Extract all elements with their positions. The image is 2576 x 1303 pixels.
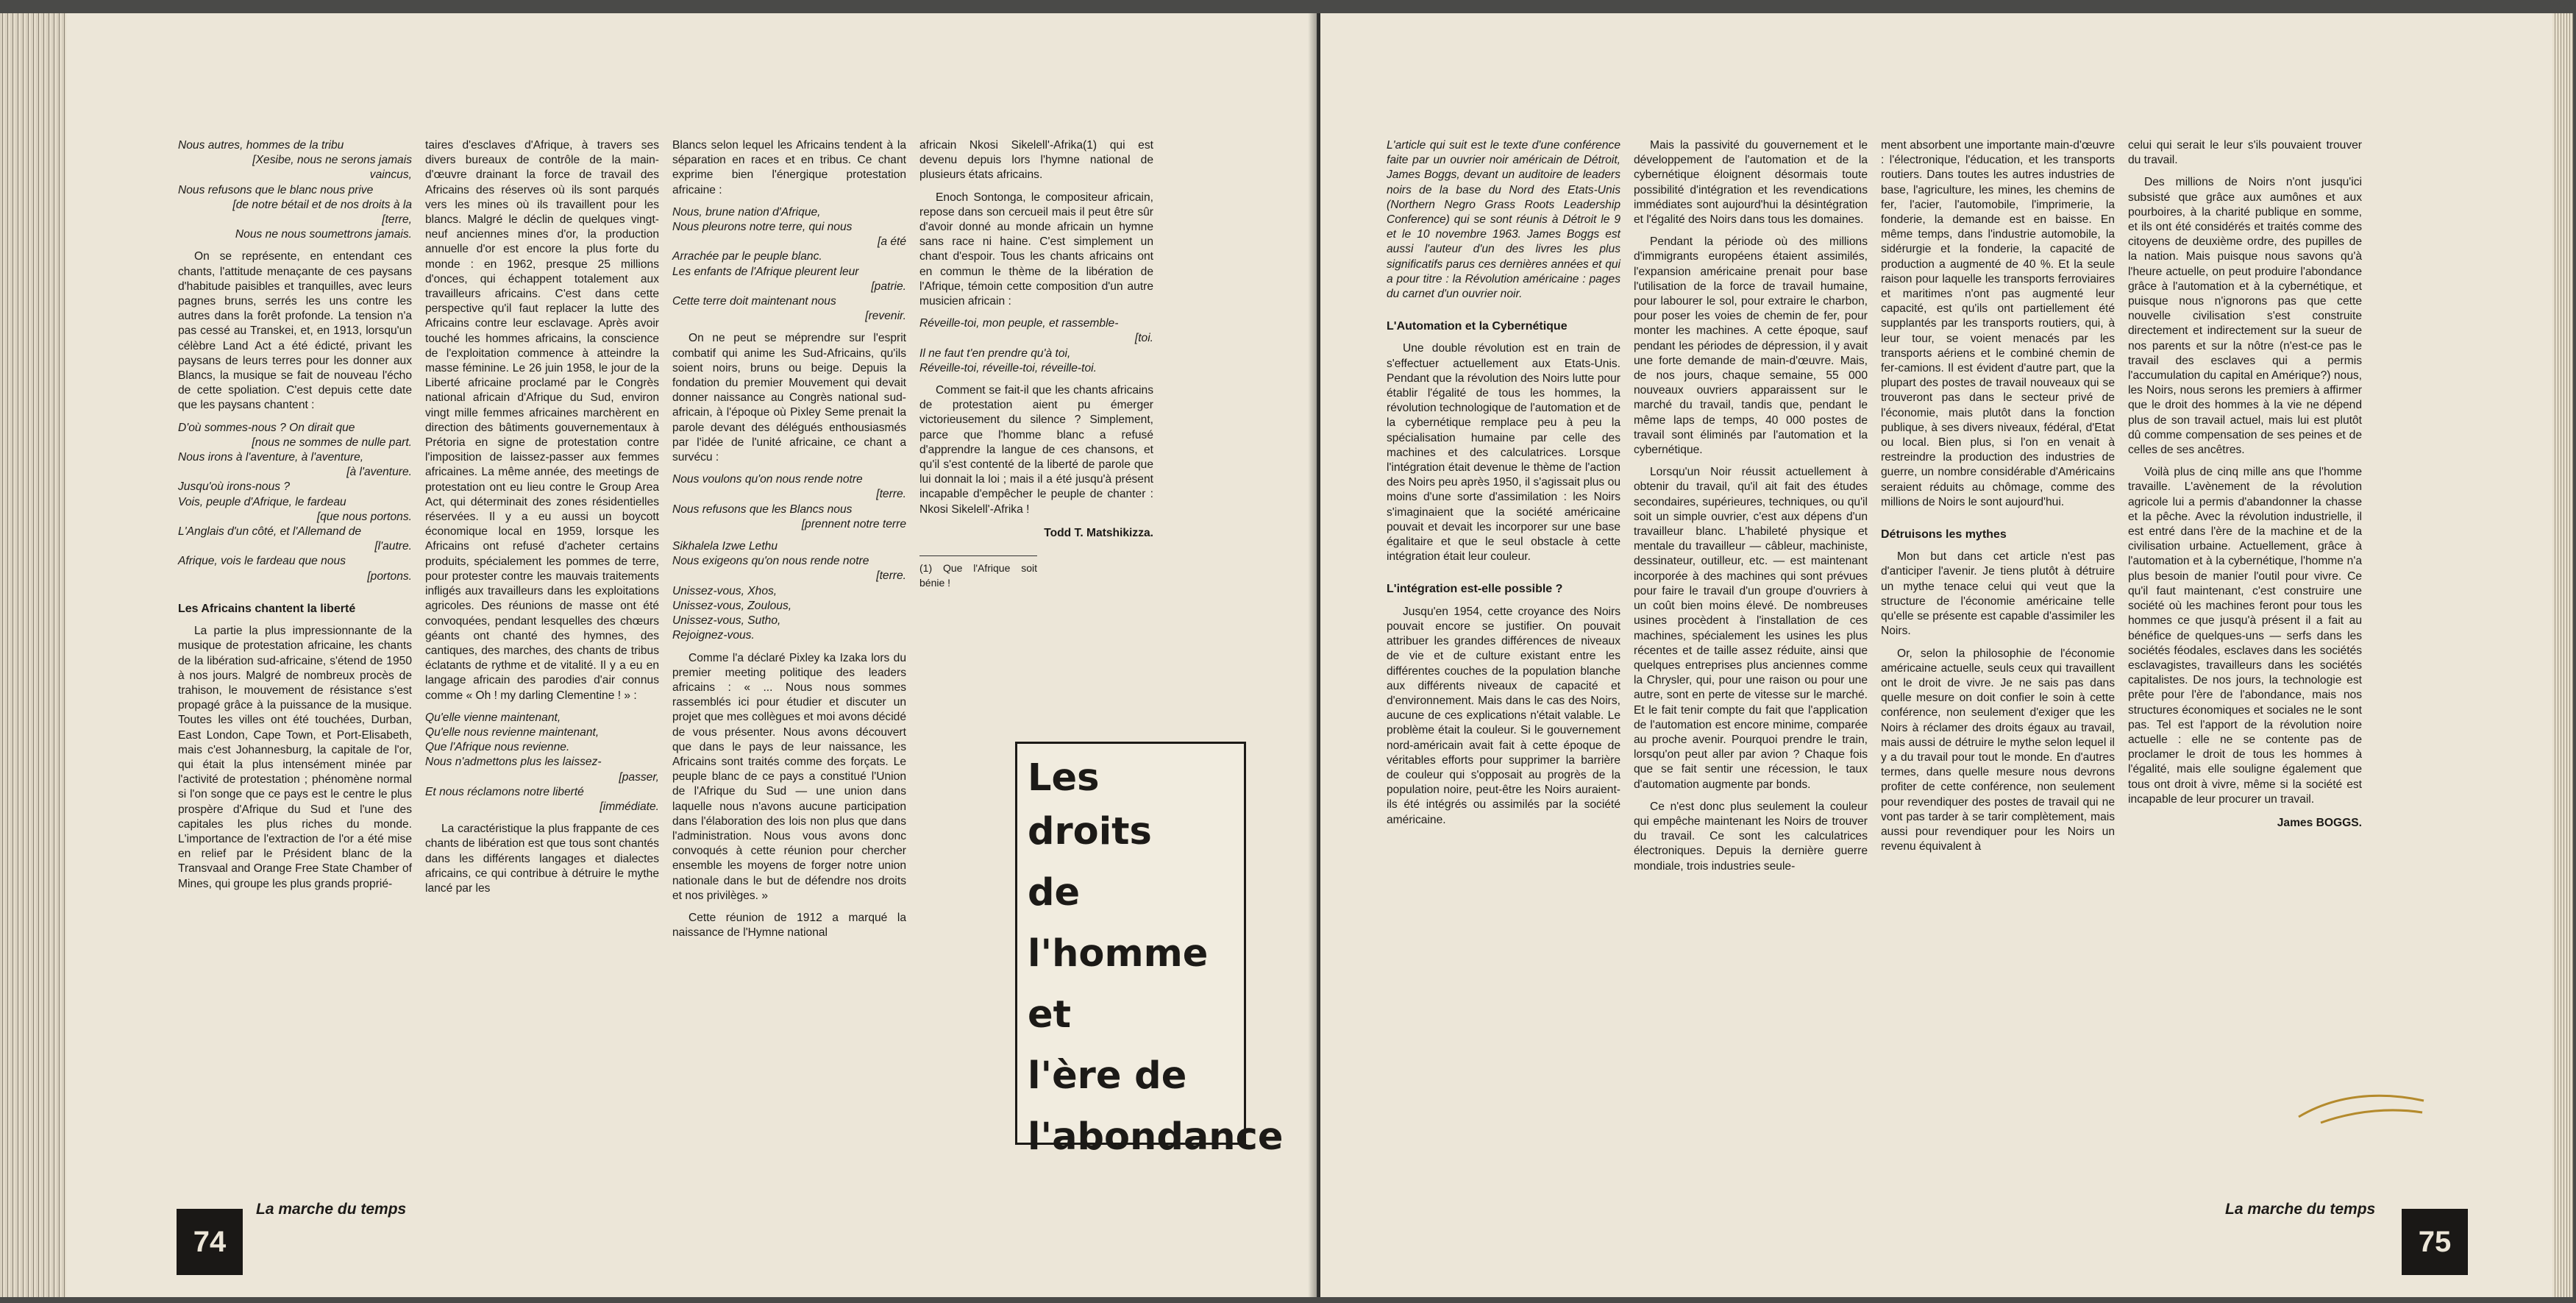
verse-line: Qu'elle nous revienne maintenant,	[425, 725, 599, 739]
left-column-4	[919, 138, 1153, 590]
verse-line: Arrachée par le peuple blanc.	[672, 250, 822, 263]
paragraph: ment absorbent une importante main-d'œuvre : l'électronique, l'éducation, et les transports routiers. Dans toutes les autres industries de base, l'agriculture, les mines, les chemins de fer, l'acier, l'automobile, l'imprimerie, la fonderie, la demande est en baisse. En même temps, dans l'industrie automobile, la sidérurgie et la fonderie, la capacité de production a augmenté de 40 %. Et la seule raison pour laquelle les transports ferroviaires et maritimes n'ont pas augmenté leur capacité, est qu'ils ont partiellement été supplantés par les transports routiers, qui, à leur tour, se voient menacés par les transports aériens et le combiné chemin de fer-camions. Il est évident d'autre part, que la plupart des postes de travail nouveaux qui se trouveront pas dans le secteur privé de l'économie, mais plutôt dans la fonction publique, à ses divers niveaux, fédéral, d'Etat ou local. Bien plus, si l'on en venait à restreindre la production des industries de guerre, un nombre considérable d'Américains seraient réduits au chômage, comme des millions de Noirs le sont aujourd'hui.	[1881, 139, 2115, 508]
paragraph: Mais la passivité du gouvernement et le développement de l'automation et de la cybernétique éloignent désormais toute possibilité d'intégration et les revendications immédiates sont aujourd'hui la désintégration et l'égalité des Noirs dans tous les domaines.	[1634, 139, 1868, 227]
verse-line: [que nous portons.	[316, 510, 412, 523]
verse-clementine	[425, 711, 659, 814]
verse-line: Nous voulons qu'on nous rende notre	[672, 473, 863, 486]
verse-line: [immédiate.	[599, 800, 659, 813]
article-intro: L'article qui suit est le texte d'une conférence faite par un ouvrier noir américain de Détroit, James Boggs, devant un auditoire de leaders noirs de la base du Nord des Etats-Unis (Northern Negro Grass Roots Leadership Conference) qui se sont réunis à Détroit le 9 et le 10 novembre 1963. James Boggs est aussi l'auteur d'un des livres les plus significatifs parus ces dernières années et qui a pour titre : la Révolution américaine : pages du carnet d'un ouvrier noir.	[1387, 139, 1620, 301]
verse-xesibe	[178, 138, 412, 242]
verse-line: Nous, brune nation d'Afrique,	[672, 205, 821, 219]
title-line: l'ère de	[1028, 1054, 1187, 1098]
verse-line: vaincus,	[369, 168, 412, 182]
verse-line: Qu'elle vienne maintenant,	[425, 711, 561, 724]
verse-line: Nous pleurons notre terre, qui nous	[672, 221, 853, 234]
paragraph: La partie la plus impressionnante de la musique de protestation africaine, les chants de la libération sud-africaine, s'étend de 1950 à nos jours. Malgré de nombreux procès de trahison, le mouvement de résistance s'est propagé grâce à la puissance de la musique. Toutes les villes ont été touchées, Durban, East London, Cape Town, et Port-Elisabeth, mais c'est Johannesburg, la capitale de l'or, qui était la plus intensément minée par l'activité de protestation ; phénomène normal si l'on songe que ce pays est le centre le plus prospère d'Afrique du Sud et l'une des capitales les plus riches du monde. L'importance de l'extraction de l'or a été mise en relief par le Président blanc de la Transvaal and Orange Free State Chamber of Mines, qui groupe les plus grands proprié-	[178, 625, 412, 890]
page-number-left: 74	[177, 1209, 243, 1275]
verse-line: Réveille-toi, mon peuple, et rassemble-	[919, 317, 1119, 330]
verse-line: [portons.	[367, 569, 412, 583]
page-edges	[0, 13, 71, 1297]
verse-line: Nous ne nous soumettrons jamais.	[235, 228, 412, 241]
verse-line: Que l'Afrique nous revienne.	[425, 741, 570, 754]
paragraph: celui qui serait le leur s'ils pouvaient trouver du travail.	[2128, 139, 2362, 167]
verse-line: Nous n'admettons plus les laissez-	[425, 756, 602, 769]
right-column-3	[1881, 138, 2115, 862]
left-page	[66, 13, 1317, 1297]
paragraph: On ne peut se méprendre sur l'esprit combatif qui anime les Sud-Africains, qu'ils soient noirs, bruns ou beige. Depuis la fondation du premier Mouvement qui devait donner naissance au Congrès national sud-africain, à l'époque où Pixley Seme prenait la parole devant des délégués enthousiasmés par l'idée de l'unité africaine, ce chant a survécu :	[672, 332, 906, 464]
verse-line: [de notre bétail et de nos droits à la	[232, 198, 412, 211]
right-column-1	[1387, 138, 1620, 835]
verse-line: Vois, peuple d'Afrique, le fardeau	[178, 495, 346, 508]
title-line: et	[1028, 993, 1071, 1037]
verse-line: Sikhalela Izwe Lethu	[672, 540, 778, 553]
right-column-4	[2128, 138, 2362, 831]
paragraph: Enoch Sontonga, le compositeur africain, repose dans son cercueil mais il peut être sûr d'avoir donné au monde africain un hymne sans race ni haine. C'est simplement un chant d'espoir. Tous les chants africains ont en commun le thème de la libération de l'Afrique, témoin cette composition d'un autre musicien africain :	[919, 191, 1153, 308]
paragraph: On se représente, en entendant ces chants, l'attitude menaçante de ces paysans d'habitude paisibles et tranquilles, avec leurs pagnes bruns, serrés les uns contre les autres dans la forêt profonde. La tension n'a pas cessé au Transkei, et, en 1913, lorsqu'un célèbre Land Act a été édicté, privant les paysans de leurs terres pour les donner aux Blancs, la musique se fait de nouveau l'écho de cette spoliation. C'est depuis cette date que les paysans chantent :	[178, 250, 412, 412]
section-heading: Détruisons les mythes	[1881, 528, 2007, 542]
verse-line: [terre,	[382, 213, 412, 227]
verse-line: [à l'aventure.	[346, 466, 412, 479]
page-edges-right	[2552, 13, 2573, 1297]
verse-line: Rejoignez-vous.	[672, 629, 755, 642]
verse-line: [patrie.	[871, 280, 906, 293]
right-column-2	[1634, 138, 1868, 881]
verse-line: [terre.	[876, 488, 906, 501]
paragraph: Lorsqu'un Noir réussit actuellement à obtenir du travail, qu'il ait fait des études secondaires, supérieures, techniques, ou qu'il soit un simple ouvrier, c'est aux dépens d'un travailleur blanc. L'habileté physique et mentale du travailleur — câbleur, machiniste, dessinateur, outilleur, etc. — est maintenant incorporée à des machines qui sont prévues pour faire le travail d'un groupe d'ouvriers à un coût bien moins élevé. De nombreuses usines procèdent à l'installation de ces machines, spécialement les usines les plus récentes et de taille assez réduite, ainsi que quelques entreprises plus anciennes comme la Chrysler, qui, pour une raison ou pour une autre, sont en perte de vitesse sur le marché. Et le fait tenir compte du fait que l'application de l'automation est encore minime, comparée au proche avenir. Pourquoi prendre le train, lorsqu'on peut aller par avion ? Chaque fois que se fait sentir une récession, le taux d'automation augmente par bonds.	[1634, 466, 1868, 791]
verse-line: Nous exigeons qu'on nous rende notre	[672, 555, 869, 568]
verse-line: Il ne faut t'en prendre qu'à toi,	[919, 347, 1071, 360]
verse-line: Nous autres, hommes de la tribu	[178, 139, 344, 152]
verse-line: Les enfants de l'Afrique pleurent leur	[672, 265, 859, 278]
verse-line: Unissez-vous, Zoulous,	[672, 599, 792, 612]
verse-ou-sommes-nous	[178, 421, 412, 584]
verse-notre-terre	[672, 472, 906, 532]
verse-line: [nous ne sommes de nulle part.	[252, 436, 412, 449]
verse-line: [prennent notre terre	[801, 517, 906, 530]
running-footer-left: La marche du temps	[256, 1201, 407, 1218]
verse-line: [passer,	[619, 770, 659, 784]
paragraph: africain Nkosi Sikelell'-Afrika(1) qui est devenu depuis lors l'hymne national de plusieurs états africains.	[919, 139, 1153, 182]
verse-line: Cette terre doit maintenant nous	[672, 295, 836, 308]
verse-sikhalela	[672, 539, 906, 643]
verse-line: Unissez-vous, Xhos,	[672, 584, 778, 597]
verse-line: Et nous réclamons notre liberté	[425, 785, 584, 798]
article-title-box	[1015, 742, 1284, 1159]
paragraph: Pendant la période où des millions d'immigrants européens étaient assimilés, l'expansion américaine prenait pour base l'utilisation de la force de travail humaine, pour labourer le sol, pour extraire le charbon, pour poser les voies de chemin de fer, pour monter les machines. A cette époque, sauf pendant les périodes de dépression, il y avait une forte demande de main-d'œuvre. Mais, de nos jours, chaque semaine, 55 000 nouveaux ouvriers apparaissent sur le marché du travail, tandis que, pendant le même laps de temps, 40 000 postes de travail sont éliminés par l'automation et la cybernétique.	[1634, 235, 1868, 457]
section-heading: L'intégration est-elle possible ?	[1387, 583, 1563, 596]
verse-line: [l'autre.	[374, 540, 412, 553]
section-heading: L'Automation et la Cybernétique	[1387, 320, 1568, 333]
page-number-right: 75	[2402, 1209, 2468, 1275]
title-line: l'abondance	[1028, 1115, 1284, 1159]
verse-brune-nation	[672, 205, 906, 324]
paragraph: Des millions de Noirs n'ont jusqu'ici subsisté que grâce aux aumônes et aux pourboires, à la charité publique en somme, et ils ont été considérés et traités comme des citoyens de deuxième ordre, des pupilles de la nation. Mais puisque nous savons qu'à l'heure actuelle, on peut produire l'abondance grâce à l'automation et à la cybernétique, et puisque nous n'ignorons pas que cette nouvelle civilisation s'est construite directement et indirectement sur la sueur de nos parents et sur la nôtre (n'est-ce pas le travail des esclaves qui a permis l'accumulation du capital en Amérique?) nous, les Noirs, nous serons les premiers à affirmer que le droit des hommes à la vie ne dépend plus de son travail actuel, mais lui est plutôt dû comme compensation de ses peines et de celles de ses ancêtres.	[2128, 176, 2362, 457]
right-page	[1320, 13, 2563, 1297]
paragraph: La caractéristique la plus frappante de ces chants de libération est que tous sont chantés dans les différents langages et dialectes africains, ce qui contribue à détruire le mythe lancé par les	[425, 823, 659, 895]
paragraph: Voilà plus de cinq mille ans que l'homme travaille. L'avènement de la révolution agricole lui a permis d'abandonner la chasse et la pêche. Avec la révolution industrielle, il est entré dans l'ère de la machine et de la civilisation urbaine. Actuellement, grâce à l'automation et à la cybernétique, l'homme n'a plus besoin de manier l'outil pour vivre. Ce qu'il faut maintenant, c'est construire une société où les machines feront pour tous les hommes ce que jusqu'à présent il a fait au bénéfice de quelques-uns — serfs dans les sociétés féodales, esclaves dans les sociétés esclavagistes, travailleurs dans les sociétés capitalistes. De nos jours, la technologie est prête pour l'ère de l'abondance, mais nos structures économiques et sociales ne le sont pas. Tel est l'apport de la révolution noire actuelle : elle ne se contente pas de proclamer le droit de tous les hommes à l'égalité, mais elle souligne également que tous ont droit à vivre, même si la société est incapable de leur procurer un travail.	[2128, 466, 2362, 806]
verse-line: D'où sommes-nous ? On dirait que	[178, 421, 355, 434]
verse-line: L'Anglais d'un côté, et l'Allemand de	[178, 525, 362, 539]
verse-reveille-toi	[919, 316, 1153, 376]
left-column-3	[672, 138, 906, 948]
title-line: l'homme	[1028, 932, 1209, 976]
paragraph: Mon but dans cet article n'est pas d'anticiper l'avenir. Je tiens plutôt à détruire un mythe tenace celui qui veut que la structure de l'économie américaine telle qu'elle se présente est capable d'assimiler les Noirs.	[1881, 550, 2115, 638]
verse-line: [a été	[877, 235, 906, 249]
verse-line: Nous irons à l'aventure, à l'aventure,	[178, 451, 364, 464]
paragraph: Blancs selon lequel les Africains tendent à la séparation en races et en tribus. Ce chant exprime bien l'énergique protestation africaine :	[672, 139, 906, 196]
left-column-1	[178, 138, 412, 899]
signature-flourish-icon	[2291, 1087, 2431, 1132]
paragraph: Une double révolution est en train de s'effectuer actuellement aux Etats-Unis. Pendant que la révolution des Noirs lutte pour établir l'égalité de tous les hommes, la révolution technologique de l'automation et de la cybernétique remplace peu à peu la spécialisation humaine par celle des machines et des calculatrices. Lorsque l'intégration était devenue le thème de l'action des Noirs peu après 1950, il s'agissait plus ou moins d'une sorte d'assimilation : les Noirs s'imaginaient que la société américaine pouvait et devait les incorporer sur une base égalitaire et que le seul obstacle à cette intégration était leur couleur.	[1387, 342, 1620, 564]
verse-line: Réveille-toi, réveille-toi, réveille-toi.	[919, 361, 1097, 374]
verse-line: [terre.	[876, 569, 906, 583]
running-footer-right: La marche du temps	[2225, 1201, 2376, 1218]
verse-line: Afrique, vois le fardeau que nous	[178, 555, 346, 568]
verse-line: [toi.	[1134, 332, 1153, 345]
verse-line: Nous refusons que le blanc nous prive	[178, 183, 374, 196]
paragraph: Cette réunion de 1912 a marqué la naissance de l'Hymne national	[672, 911, 906, 940]
verse-line: [revenir.	[865, 310, 906, 323]
paragraph: Ce n'est donc plus seulement la couleur qui empêche maintenant les Noirs de trouver du travail. Ce sont les calculatrices électroniques. Depuis la dernière guerre mondiale, trois industries seule-	[1634, 800, 1868, 873]
title-line: Les droits	[1028, 756, 1152, 853]
paragraph: Comment se fait-il que les chants africains de protestation aient pu émerger victorieusement du silence ? Simplement, parce que l'homme blanc a refusé d'apprendre la langue de ces chansons, et qu'il s'est contenté de la liberté de parole que lui donnait la loi ; mais il a été jusqu'à présent incapable d'empêcher le peuple de chanter : Nkosi Sikelell'-Afrika !	[919, 384, 1153, 516]
verse-line: Nous refusons que les Blancs nous	[672, 503, 853, 516]
section-heading: Les Africains chantent la liberté	[178, 602, 356, 615]
author-signature: Todd T. Matshikizza.	[1044, 526, 1153, 539]
title-line: de	[1028, 871, 1081, 915]
author-signature: James BOGGS.	[2277, 816, 2362, 829]
paragraph: Jusqu'en 1954, cette croyance des Noirs pouvait encore se justifier. On pouvait attribuer les grandes différences de niveaux de vie et de culture existant entre les différentes couches de la population blanche aux différents niveaux de capacité et d'environnement. Mais dans le cas des Noirs, aucune de ces explications n'était valable. Le problème était la couleur. Si le gouvernement nord-américain avait fait à cette époque de véritables efforts pour supprimer la barrière de couleur qui s'opposait au progrès de la population noire, peut-être les Noirs auraient-ils été intégrés ou assimilés par la société américaine.	[1387, 605, 1620, 826]
verse-line: Unissez-vous, Sutho,	[672, 614, 781, 628]
paragraph: taires d'esclaves d'Afrique, à travers ses divers bureaux de contrôle de la main-d'œuvre drainant la force de travail des Africains des réserves où ils sont parqués vers les mines où ils travaillent pour les blancs. Malgré le déclin de quelques vingt-neuf anciennes mines d'or, la production annuelle d'or est encore la plus forte du monde : en 1962, presque 25 millions d'onces, qui échappent totalement aux travailleurs africains. C'est dans cette perspective qu'il faut replacer la lutte des Africains contre leur esclavage. Après avoir touché les hommes africains, la conscience de l'exploitation commence à atteindre la masse féminine. Le 26 juin 1958, le jour de la Liberté africaine proclamé par le Congrès national africain d'Afrique du Sud, environ vingt mille femmes africaines marchèrent en direction des bâtiments gouvernementaux à Prétoria en signe de protestation contre l'imposition de laissez-passer aux femmes africaines. La même année, des meetings de protestation ont eu lieu contre le Group Area Act, qui déterminait des zones résidentielles réservées. Il y a eu aussi un boycott économique local en 1959, lorsque les Africains ont refusé d'acheter certains produits, spécialement les pommes de terre, pour protester contre les mauvais traitements infligés aux travailleurs dans les exploitations agricoles. Des réunions de masse ont été convoquées, pendant lesquelles des chœurs géants ont chanté des hymnes, des cantiques, des marches, des chants de tribus éclatants de rythme et de vitalité. Il y a eu en langage africain des parodies d'air connus comme « Oh ! my darling Clementine ! » :	[425, 139, 659, 702]
verse-line: [Xesibe, nous ne serons jamais	[252, 154, 412, 167]
paragraph: Comme l'a déclaré Pixley ka Izaka lors du premier meeting politique des leaders africains : « ... Nous nous sommes rassemblés ici pour étudier et discuter un projet que mes collègues et moi avons décidé de vous présenter. Nous avons découvert que dans le pays de leur naissance, les Africains sont traités comme des forçats. Le peuple blanc de ce pays a constitué l'Union de l'Afrique du Sud — une union dans laquelle nous n'avons aucune participation dans l'élaboration des lois non plus que dans l'administration. Nous vous avons donc convoqués à cette réunion pour chercher ensemble les moyens de forger notre union nationale dans le but de défendre nos droits et nos privilèges. »	[672, 651, 906, 902]
paragraph: Or, selon la philosophie de l'économie américaine actuelle, seuls ceux qui travaillent ont le droit de vivre. Je ne sais pas dans quelle mesure on doit confier le soin à cette conférence, non seulement d'exiger que les Noirs à réclamer des droits égaux au travail, mais aussi de détruire le mythe selon lequel il y a du travail pour tout le monde. En d'autres termes, dans quelle mesure nous devrons profiter de cette conférence, non seulement pour revendiquer des postes de travail qui ne vont pas tarder à se tarir complètement, mais aussi pour revendiquer pour les Noirs un revenu équivalent à	[1881, 647, 2115, 853]
left-column-2	[425, 138, 659, 903]
verse-line: Jusqu'où irons-nous ?	[178, 480, 291, 494]
footnote: (1) Que l'Afrique soit bénie !	[919, 555, 1037, 590]
